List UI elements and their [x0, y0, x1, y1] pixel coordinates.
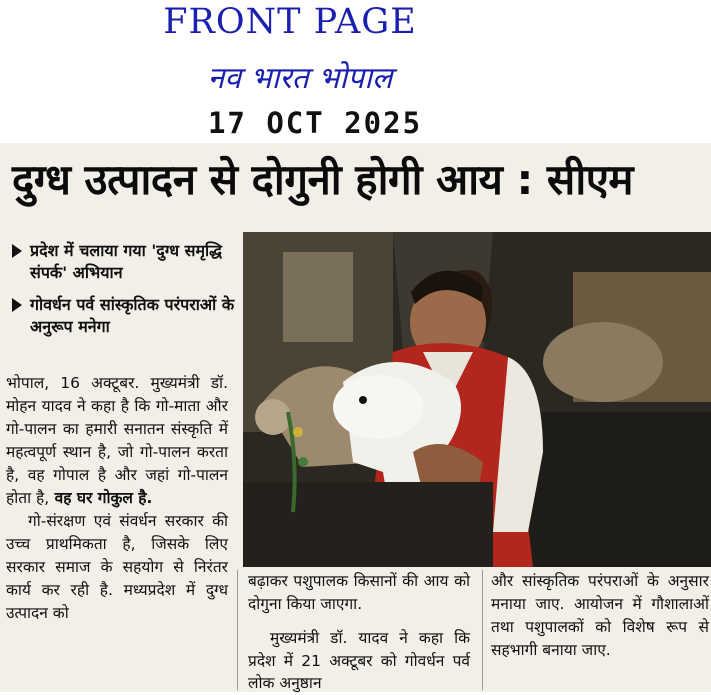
- paragraph: बढ़ाकर पशुपालक किसानों की आय को दोगुना किया जाएगा.: [248, 572, 470, 613]
- photo-illustration: [243, 232, 711, 567]
- bullet-text: गोवर्धन पर्व सांस्कृतिक परंपराओं के अनुरूप मनेगा: [30, 295, 235, 336]
- article-column-1: [6, 372, 228, 625]
- bullet-box: [4, 234, 240, 366]
- bullet-text: प्रदेश में चलाया गया 'दुग्ध समृद्धि संपर्क' अभियान: [30, 241, 222, 282]
- paragraph: गो-संरक्षण एवं संवर्धन सरकार की उच्च प्राथमिकता है, जिसके लिए सरकार समाज के सहयोग से निरंतर कार्य कर रही है. मध्यप्रदेश में दुग्ध उत्पादन को: [6, 512, 228, 622]
- stamp-front-page: FRONT PAGE: [163, 2, 417, 42]
- bold-text: वह घर गोकुल है.: [49, 489, 153, 507]
- headline: दुग्ध उत्पादन से दोगुनी होगी आय : सीएम: [12, 155, 634, 204]
- bullet-arrow-icon: [12, 244, 22, 258]
- article-column-3: [491, 570, 709, 662]
- stamp-paper-name: नव भारत भोपाल: [207, 61, 393, 96]
- column-divider: [482, 570, 483, 690]
- paragraph: और सांस्कृतिक परंपराओं के अनुसार मनाया जाए. आयोजन में गौशालाओं तथा पशुपालकों को विशेष रूप से सहभागी बनाया जाए.: [491, 572, 709, 659]
- paragraph: मुख्यमंत्री डॉ. यादव ने कहा कि प्रदेश में 21 अक्टूबर को गोवर्धन पर्व लोक अनुष्ठान: [248, 629, 470, 692]
- bullet-item: [8, 294, 240, 338]
- stamp-date: 17 OCT 2025: [207, 106, 423, 140]
- dateline-text: भोपाल, 16 अक्टूबर. मुख्यमंत्री डॉ. मोहन यादव ने कहा है कि गो-माता और गो-पालन का हमारी सनातन संस्कृति में महत्वपूर्ण स्थान है, जो गो-पालन करता है, वह गोपाल है और जहां गो-पालन होता है,: [6, 374, 228, 507]
- bullet-item: [8, 240, 240, 284]
- bullet-arrow-icon: [12, 298, 22, 312]
- column-divider: [237, 570, 238, 690]
- article-column-2: [248, 570, 470, 695]
- paragraph: [6, 372, 228, 510]
- news-photo: [243, 232, 711, 567]
